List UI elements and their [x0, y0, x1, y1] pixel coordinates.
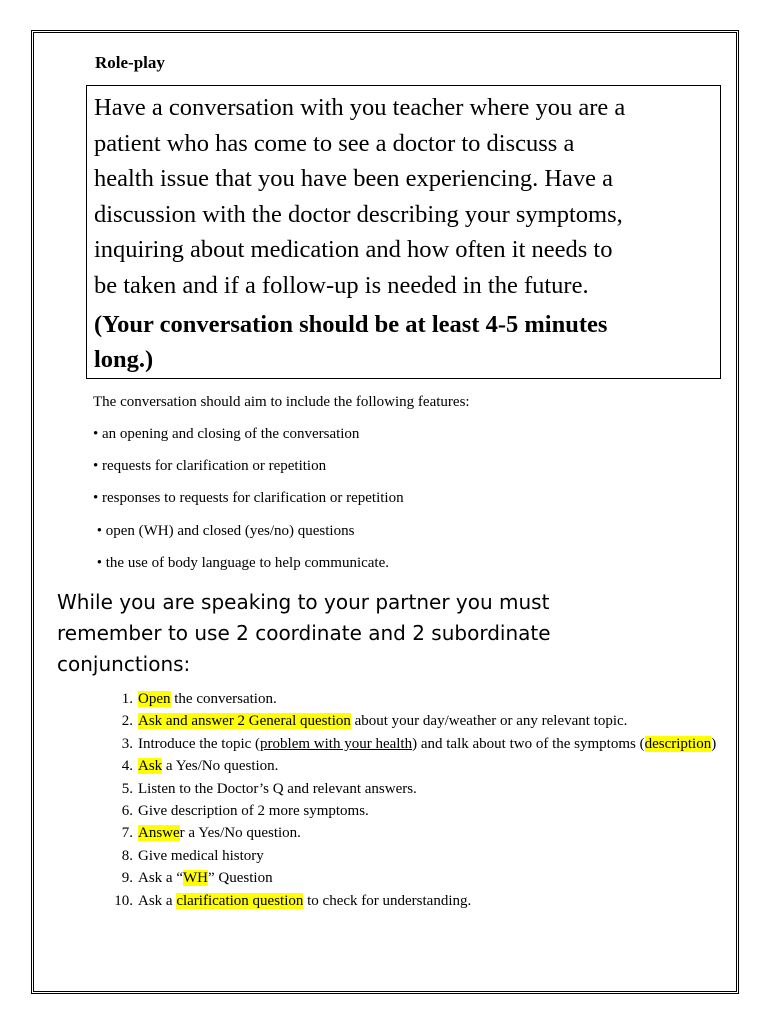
steps-list — [104, 688, 724, 912]
step-text: Ask a “ — [138, 870, 183, 887]
feature-item: • requests for clarification or repetition — [93, 458, 327, 474]
feature-item: • an opening and closing of the conversation — [93, 426, 360, 442]
step-text: ) and talk about two of the symptoms ( — [412, 735, 645, 752]
step-number: 1. — [121, 691, 133, 707]
step-text: ” Question — [208, 870, 273, 887]
step-item — [104, 733, 724, 755]
step-text: Introduce the topic ( — [138, 735, 261, 752]
step-text: to check for understanding. — [303, 892, 472, 909]
step-text: Ask a — [138, 892, 177, 909]
highlighted-text: clarification question — [176, 892, 304, 909]
step-number: 4. — [121, 758, 133, 775]
step-text: Give description of 2 more symptoms. — [138, 803, 369, 820]
task-description: Have a conversation with you teacher where you are a patient who has come to see a doctor to discuss a health issue that you have been experiencing. Have a discussion with the doctor describing your symptoms, inquiring about medication and how often it needs to be taken and if a follow-up is needed in the future. — [94, 94, 626, 299]
page-title: Role-play — [95, 53, 165, 72]
highlighted-text: Ask and answer 2 General question — [138, 713, 351, 730]
highlighted-text: WH — [183, 870, 208, 887]
step-item — [104, 867, 724, 889]
step-number: 7. — [121, 825, 133, 842]
step-item — [104, 800, 724, 822]
step-number: 5. — [121, 780, 133, 797]
step-number: 3. — [121, 735, 133, 752]
step-number: 9. — [121, 870, 133, 887]
step-item — [104, 778, 724, 800]
features-intro: The conversation should aim to include the following features: — [93, 394, 470, 410]
underlined-text: problem with your health — [260, 735, 413, 752]
step-text: Listen to the Doctor’s Q and relevant answers. — [138, 780, 417, 797]
feature-item: • open (WH) and closed (yes/no) questions — [93, 523, 355, 539]
step-item — [104, 890, 724, 912]
step-item — [104, 845, 724, 867]
step-item — [104, 688, 724, 710]
task-duration-note: (Your conversation should be at least 4-5 minutes long.) — [94, 311, 608, 373]
highlighted-text: Ask — [138, 758, 163, 775]
task-box — [86, 85, 721, 379]
step-text: about your day/weather or any relevant topic. — [350, 713, 628, 730]
highlighted-text: Open — [138, 691, 171, 707]
step-item — [104, 710, 724, 732]
highlighted-text: description — [644, 735, 712, 752]
step-text: Give medical history — [138, 847, 264, 864]
feature-item: • responses to requests for clarification or repetition — [93, 490, 404, 506]
conjunction-note: While you are speaking to your partner you must remember to use 2 coordinate and 2 subordinate conjunctions: — [57, 590, 551, 676]
step-text: r a Yes/No question. — [179, 825, 301, 842]
feature-item: • the use of body language to help communicate. — [93, 555, 390, 571]
step-item — [104, 755, 724, 777]
step-number: 6. — [121, 803, 133, 820]
step-number: 8. — [121, 847, 133, 864]
step-text: the conversation. — [170, 691, 277, 707]
highlighted-text: Answe — [138, 825, 180, 842]
step-number: 10. — [114, 892, 133, 909]
step-item — [104, 822, 724, 844]
step-number: 2. — [121, 713, 133, 730]
step-text: a Yes/No question. — [162, 758, 279, 775]
step-text: ) — [711, 735, 717, 752]
